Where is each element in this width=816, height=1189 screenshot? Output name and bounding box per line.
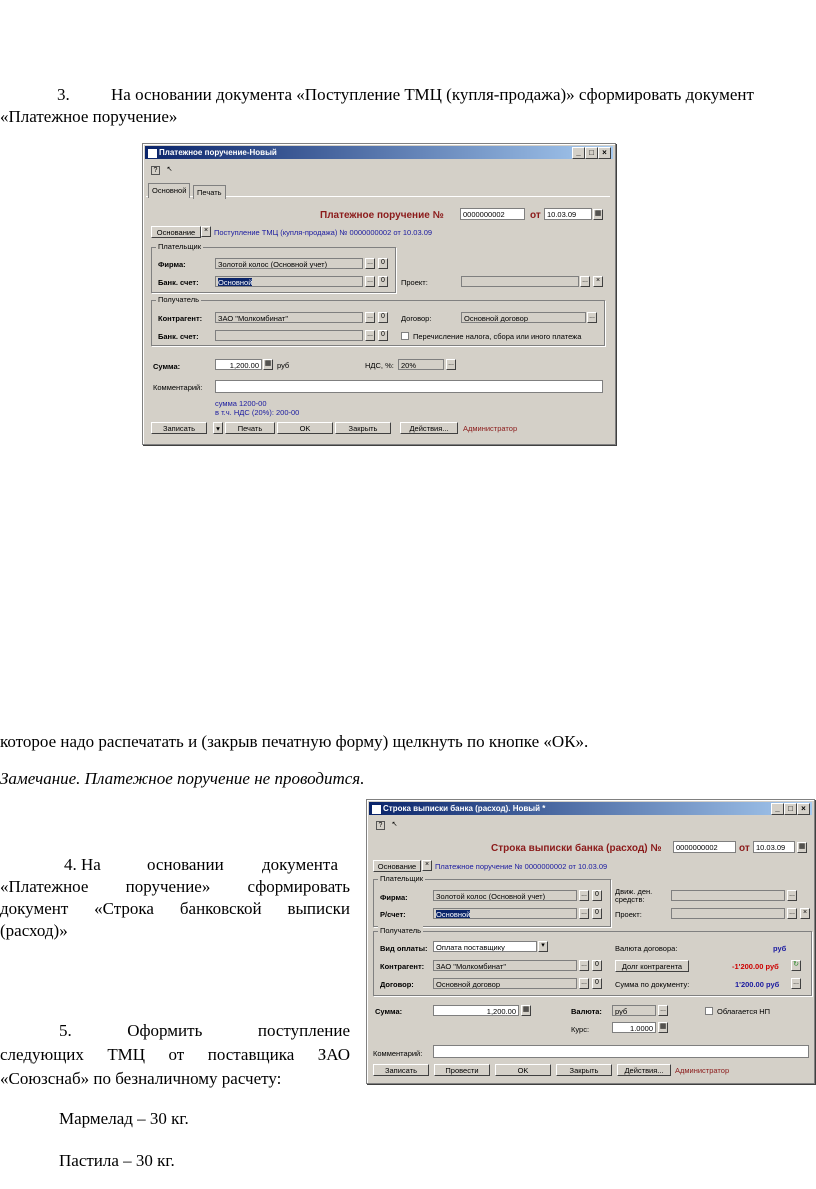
sum-label: Сумма: xyxy=(375,1007,403,1016)
contract-label: Договор: xyxy=(380,980,414,989)
sum-field[interactable]: 1,200.00 xyxy=(215,359,262,370)
payment-order-titlebar xyxy=(145,146,613,159)
contractor-select-button[interactable]: ... xyxy=(365,312,375,323)
bank2-label: Банк. счет: xyxy=(158,332,199,341)
bank-statement-titlebar xyxy=(369,802,812,815)
doc-date-field[interactable]: 10.03.09 xyxy=(544,208,592,220)
comment-label: Комментарий: xyxy=(373,1049,423,1058)
contract-zero-button[interactable]: 0 xyxy=(592,978,602,989)
firm-label: Фирма: xyxy=(380,893,408,902)
contract-field[interactable]: Основной договор xyxy=(433,978,577,989)
actions-button[interactable]: Действия... xyxy=(617,1064,671,1076)
tab-print[interactable]: Печать xyxy=(193,185,226,199)
currency-label: Валюта: xyxy=(571,1007,602,1016)
recipient-group-label: Получатель xyxy=(380,926,421,935)
maximize-button[interactable]: □ xyxy=(585,147,598,159)
project-field[interactable] xyxy=(671,908,785,919)
contract-select-button[interactable]: ... xyxy=(579,978,589,989)
rate-calculator-icon[interactable]: ▦ xyxy=(658,1022,668,1033)
contractor-label: Контрагент: xyxy=(380,962,425,971)
item5-line3: «Союзснаб» по безналичному расчету: xyxy=(0,1069,282,1088)
firm-zero-button[interactable]: 0 xyxy=(592,890,602,901)
close-button[interactable]: Закрыть xyxy=(335,422,391,434)
vat-field[interactable]: 20% xyxy=(398,359,444,370)
item3-text: На основании документа «Поступление ТМЦ (купля-продажа)» сформировать документ xyxy=(111,85,754,104)
goods-item-1: Мармелад – 30 кг. xyxy=(59,1109,189,1128)
contractor-select-button[interactable]: ... xyxy=(579,960,589,971)
document-icon xyxy=(147,148,158,159)
bank-account-value: Основной xyxy=(218,278,253,287)
clear-basis-icon[interactable]: × xyxy=(422,860,432,871)
amount-note: сумма 1200-00 xyxy=(215,399,267,408)
doc-number-field[interactable]: 0000000002 xyxy=(673,841,736,853)
doc-number-field[interactable]: 0000000002 xyxy=(460,208,525,220)
payment-order-window xyxy=(142,143,616,445)
doc-title: Строка выписки банка (расход) № xyxy=(491,843,662,854)
minimize-button[interactable]: _ xyxy=(771,803,784,815)
docsum-value: 1'200.00 руб xyxy=(735,980,780,989)
help-icon[interactable]: ? xyxy=(151,166,160,175)
contractor-zero-button[interactable]: 0 xyxy=(592,960,602,971)
calculator-icon[interactable]: ▦ xyxy=(263,359,273,370)
item3-number: 3. xyxy=(57,85,70,104)
sum-field[interactable]: 1,200.00 xyxy=(433,1005,519,1016)
actions-button[interactable]: Действия... xyxy=(400,422,458,434)
calendar-icon[interactable]: ▦ xyxy=(797,842,807,853)
contract-label: Договор: xyxy=(401,314,432,323)
calculator-icon[interactable]: ▦ xyxy=(521,1005,531,1016)
help-icon[interactable]: ? xyxy=(376,821,385,830)
item5-line1: 5. Оформить поступление xyxy=(59,1021,350,1040)
ok-button[interactable]: OK xyxy=(277,422,333,434)
minimize-button[interactable]: _ xyxy=(572,147,585,159)
docsum-label: Сумма по документу: xyxy=(615,980,690,989)
contractor-field[interactable]: ЗАО "Молкомбинат" xyxy=(433,960,577,971)
contract-currency-label: Валюта договора: xyxy=(615,944,678,953)
vat-select-button[interactable]: ... xyxy=(446,359,456,370)
payer-group-label: Плательщик xyxy=(158,242,201,251)
vat-note: в т.ч. НДС (20%): 200-00 xyxy=(215,408,300,417)
contract-field[interactable]: Основной договор xyxy=(461,312,586,323)
goods-item-2: Пастила – 30 кг. xyxy=(59,1151,175,1170)
user-label: Администратор xyxy=(675,1066,730,1075)
item4-line3: документ «Строка банковской выписки xyxy=(0,899,350,918)
save-button[interactable]: Записать xyxy=(373,1064,429,1076)
comment-label: Комментарий: xyxy=(153,383,203,392)
project-field[interactable] xyxy=(461,276,579,287)
comment-field[interactable] xyxy=(433,1045,809,1058)
tax-checkbox[interactable] xyxy=(401,332,409,340)
bank-account-field[interactable] xyxy=(215,276,363,287)
doc-title: Платежное поручение № xyxy=(320,210,444,221)
basis-value[interactable]: Поступление ТМЦ (купля-продажа) № 0000000002 от 10.03.09 xyxy=(214,228,433,237)
date-from-label: от xyxy=(530,210,541,221)
payer-group xyxy=(373,874,611,927)
account-label: Р/счет: xyxy=(380,910,406,919)
bank2-select-button[interactable]: ... xyxy=(365,330,375,341)
clear-basis-icon[interactable]: × xyxy=(201,226,211,237)
vat-label: НДС, %: xyxy=(365,361,394,370)
bank2-field[interactable] xyxy=(215,330,363,341)
account-zero-button[interactable]: 0 xyxy=(592,908,602,919)
project-label: Проект: xyxy=(401,278,428,287)
rate-field[interactable]: 1.0000 xyxy=(612,1022,656,1033)
contractor-field[interactable]: ЗАО "Молкомбинат" xyxy=(215,312,363,323)
maximize-button[interactable]: □ xyxy=(784,803,797,815)
firm-select-button[interactable]: ... xyxy=(365,258,375,269)
comment-field[interactable] xyxy=(215,380,603,393)
tax-checkbox-label: Перечисление налога, сбора или иного платежа xyxy=(413,332,582,341)
rate-label: Курс: xyxy=(571,1025,590,1034)
cashflow-select-button[interactable]: ... xyxy=(787,890,797,901)
item4-line2: «Платежное поручение» сформировать xyxy=(0,877,350,896)
firm-select-button[interactable]: ... xyxy=(579,890,589,901)
basis-value[interactable]: Платежное поручение № 0000000002 от 10.03.09 xyxy=(435,862,608,871)
item4-line1-b: основании xyxy=(147,855,224,874)
account-select-button[interactable]: ... xyxy=(579,908,589,919)
contract-currency-value: руб xyxy=(773,944,787,953)
np-checkbox-label: Облагается НП xyxy=(717,1007,771,1016)
debt-button[interactable]: Долг контрагента xyxy=(615,960,689,972)
pointer-help-icon[interactable]: ↖ xyxy=(166,166,173,173)
close-window-button[interactable]: × xyxy=(797,803,810,815)
bank-zero-button[interactable]: 0 xyxy=(378,276,388,287)
project-select-button[interactable]: ... xyxy=(580,276,590,287)
currency-field[interactable]: руб xyxy=(612,1005,656,1016)
bank-statement-window xyxy=(366,799,815,1084)
project-clear-icon[interactable]: × xyxy=(800,908,810,919)
firm-label: Фирма: xyxy=(158,260,186,269)
item5-line2: следующих ТМЦ от поставщика ЗАО xyxy=(0,1045,350,1064)
account-field[interactable] xyxy=(433,908,577,919)
currency-label: руб xyxy=(277,361,290,370)
paytype-dropdown-icon[interactable]: ▾ xyxy=(538,941,548,952)
doc-date-field[interactable]: 10.03.09 xyxy=(753,841,795,853)
paytype-select[interactable]: Оплата поставщику xyxy=(433,941,537,952)
contractor-label: Контрагент: xyxy=(158,314,203,323)
bank-select-button[interactable]: ... xyxy=(365,276,375,287)
window-title: Строка выписки банка (расход). Новый * xyxy=(383,804,546,813)
close-window-button[interactable]: × xyxy=(598,147,611,159)
bank2-zero-button[interactable]: 0 xyxy=(378,330,388,341)
print-button[interactable]: Печать xyxy=(225,422,275,434)
user-label: Администратор xyxy=(463,424,518,433)
cashflow-label: Движ. ден. xyxy=(615,887,653,896)
save-dropdown-button[interactable]: ▾ xyxy=(213,422,223,434)
docsum-select-button[interactable]: ... xyxy=(791,978,801,989)
debt-value: -1'200.00 руб xyxy=(732,962,779,971)
close-button[interactable]: Закрыть xyxy=(556,1064,612,1076)
after-window-text: которое надо распечатать и (закрыв печатную форму) щелкнуть по кнопке «ОК». xyxy=(0,732,589,751)
paytype-label: Вид оплаты: xyxy=(380,944,428,953)
basis-button[interactable]: Основание xyxy=(151,226,201,238)
project-select-button[interactable]: ... xyxy=(787,908,797,919)
item3-text-line2: «Платежное поручение» xyxy=(0,107,178,126)
project-label: Проект: xyxy=(615,910,642,919)
save-button[interactable]: Записать xyxy=(151,422,207,434)
tab-main[interactable]: Основной xyxy=(148,183,190,198)
date-from-label: от xyxy=(739,843,750,854)
remark-text: Замечание. Платежное поручение не проводится. xyxy=(0,769,365,788)
basis-button[interactable]: Основание xyxy=(373,860,421,872)
item4-line1-a: 4. На xyxy=(64,855,101,874)
item4-line4: (расход)» xyxy=(0,921,68,940)
account-value: Основной xyxy=(436,910,471,919)
payer-group-label: Плательщик xyxy=(380,874,423,883)
calendar-icon[interactable]: ▦ xyxy=(593,209,603,220)
contractor-zero-button[interactable]: 0 xyxy=(378,312,388,323)
item4-line1-c: документа xyxy=(262,855,339,874)
project-clear-icon[interactable]: × xyxy=(593,276,603,287)
firm-field[interactable]: Золотой колос (Основной учет) xyxy=(433,890,577,901)
firm-zero-button[interactable]: 0 xyxy=(378,258,388,269)
np-checkbox[interactable] xyxy=(705,1007,713,1015)
recipient-group-label: Получатель xyxy=(158,295,199,304)
pointer-help-icon[interactable]: ↖ xyxy=(391,821,398,828)
sum-label: Сумма: xyxy=(153,362,181,371)
bank-account-label: Банк. счет: xyxy=(158,278,199,287)
cashflow-label-2: средств: xyxy=(615,895,645,904)
currency-select-button[interactable]: ... xyxy=(658,1005,668,1016)
ok-button[interactable]: OK xyxy=(495,1064,551,1076)
window-title: Платежное поручение-Новый xyxy=(159,148,277,157)
cashflow-field[interactable] xyxy=(671,890,785,901)
document-icon xyxy=(371,804,382,815)
post-button[interactable]: Провести xyxy=(434,1064,490,1076)
refresh-icon[interactable]: ↻ xyxy=(791,960,801,971)
contract-select-button[interactable]: ... xyxy=(587,312,597,323)
firm-field[interactable]: Золотой колос (Основной учет) xyxy=(215,258,363,269)
